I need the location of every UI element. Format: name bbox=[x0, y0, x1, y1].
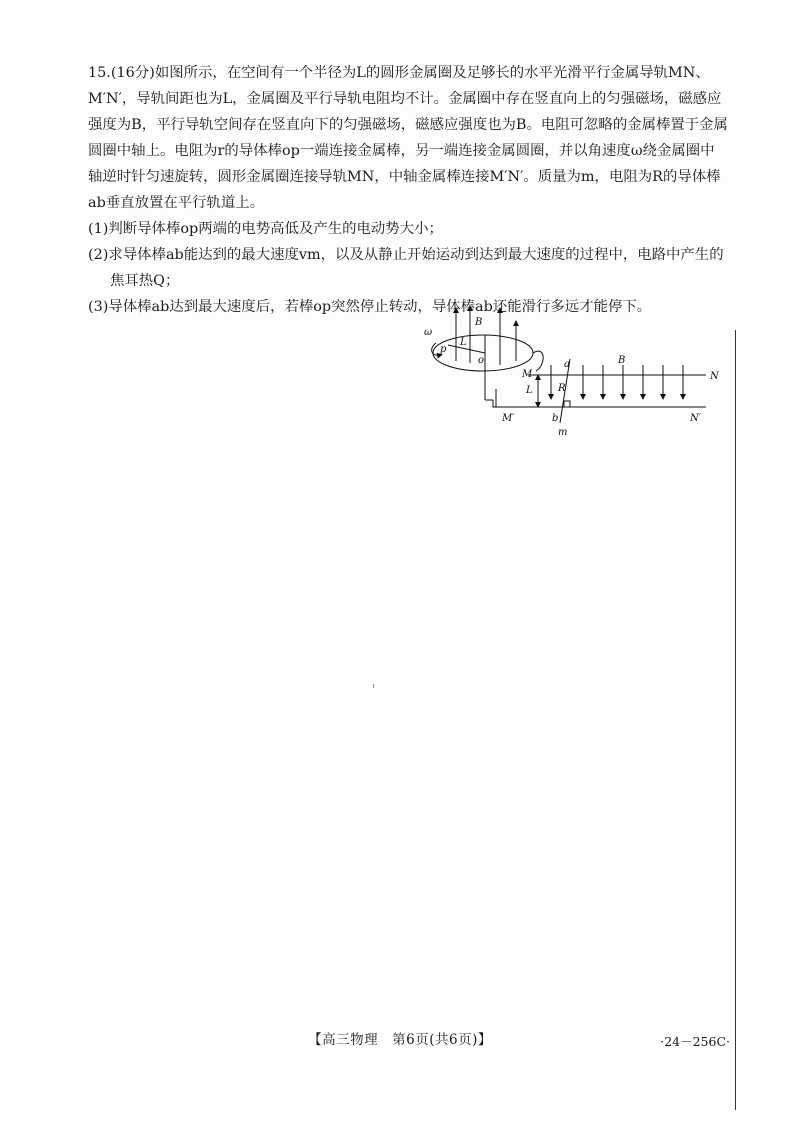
scan-speck bbox=[373, 684, 374, 688]
rail-MprimeNprime bbox=[493, 400, 706, 407]
problem-stem: 15.(16分)如图所示，在空间有一个半径为L的圆形金属圈及足够长的水平光滑平行金属导轨MN、M′N′，导轨间距也为L，金属圈及平行导轨电阻均不计。金属圈中存在竖直向上的匀强磁场，磁感应强度为B，平行导轨空间存在竖直向下的匀强磁场，磁感应强度也为B。电阻可忽略的金属棒置于金属圆圈中轴上。电阻为r的导体棒op一端连接金属棒，另一端连接金属圆圈，并以角速度ω绕金属圈中轴逆时针匀速旋转，圆形金属圈连接导轨MN，中轴金属棒连接M′N′。质量为m，电阻为R的导体棒ab垂直放置在平行轨道上。 bbox=[88, 65, 728, 211]
problem-15 bbox=[88, 60, 728, 320]
exam-code: ·24－256C· bbox=[660, 1034, 730, 1049]
label-M-prime: M′ bbox=[502, 413, 515, 424]
label-L-ring: L bbox=[460, 337, 467, 348]
question-2: (2)求导体棒ab能达到的最大速度vm，以及从静止开始运动到达到最大速度的过程中，电路中产生的焦耳热Q； bbox=[88, 247, 724, 289]
label-omega: ω bbox=[424, 327, 433, 338]
label-m: m bbox=[558, 427, 568, 438]
label-p: p bbox=[440, 344, 447, 355]
page-edge-line bbox=[735, 330, 736, 1110]
question-3: (3)导体棒ab达到最大速度后，若棒op突然停止转动，导体棒ab还能滑行多远才能停下。 bbox=[88, 299, 652, 315]
question-1: (1)判断导体棒op两端的电势高低及产生的电动势大小； bbox=[88, 221, 443, 237]
label-a: a bbox=[564, 359, 570, 370]
label-L-gap: L bbox=[526, 385, 533, 396]
label-o: o bbox=[478, 355, 485, 366]
label-N-prime: N′ bbox=[690, 413, 702, 424]
page-footer: 【高三物理 第6页(共6页)】 bbox=[308, 1032, 492, 1048]
label-B-rail: B bbox=[618, 355, 626, 366]
label-b: b bbox=[552, 413, 559, 424]
label-M: M bbox=[522, 369, 533, 380]
circuit-figure bbox=[418, 305, 728, 440]
label-R: R bbox=[558, 383, 566, 394]
label-N: N bbox=[710, 371, 719, 382]
circuit-diagram bbox=[418, 305, 728, 440]
label-B-ring: B bbox=[475, 317, 483, 328]
